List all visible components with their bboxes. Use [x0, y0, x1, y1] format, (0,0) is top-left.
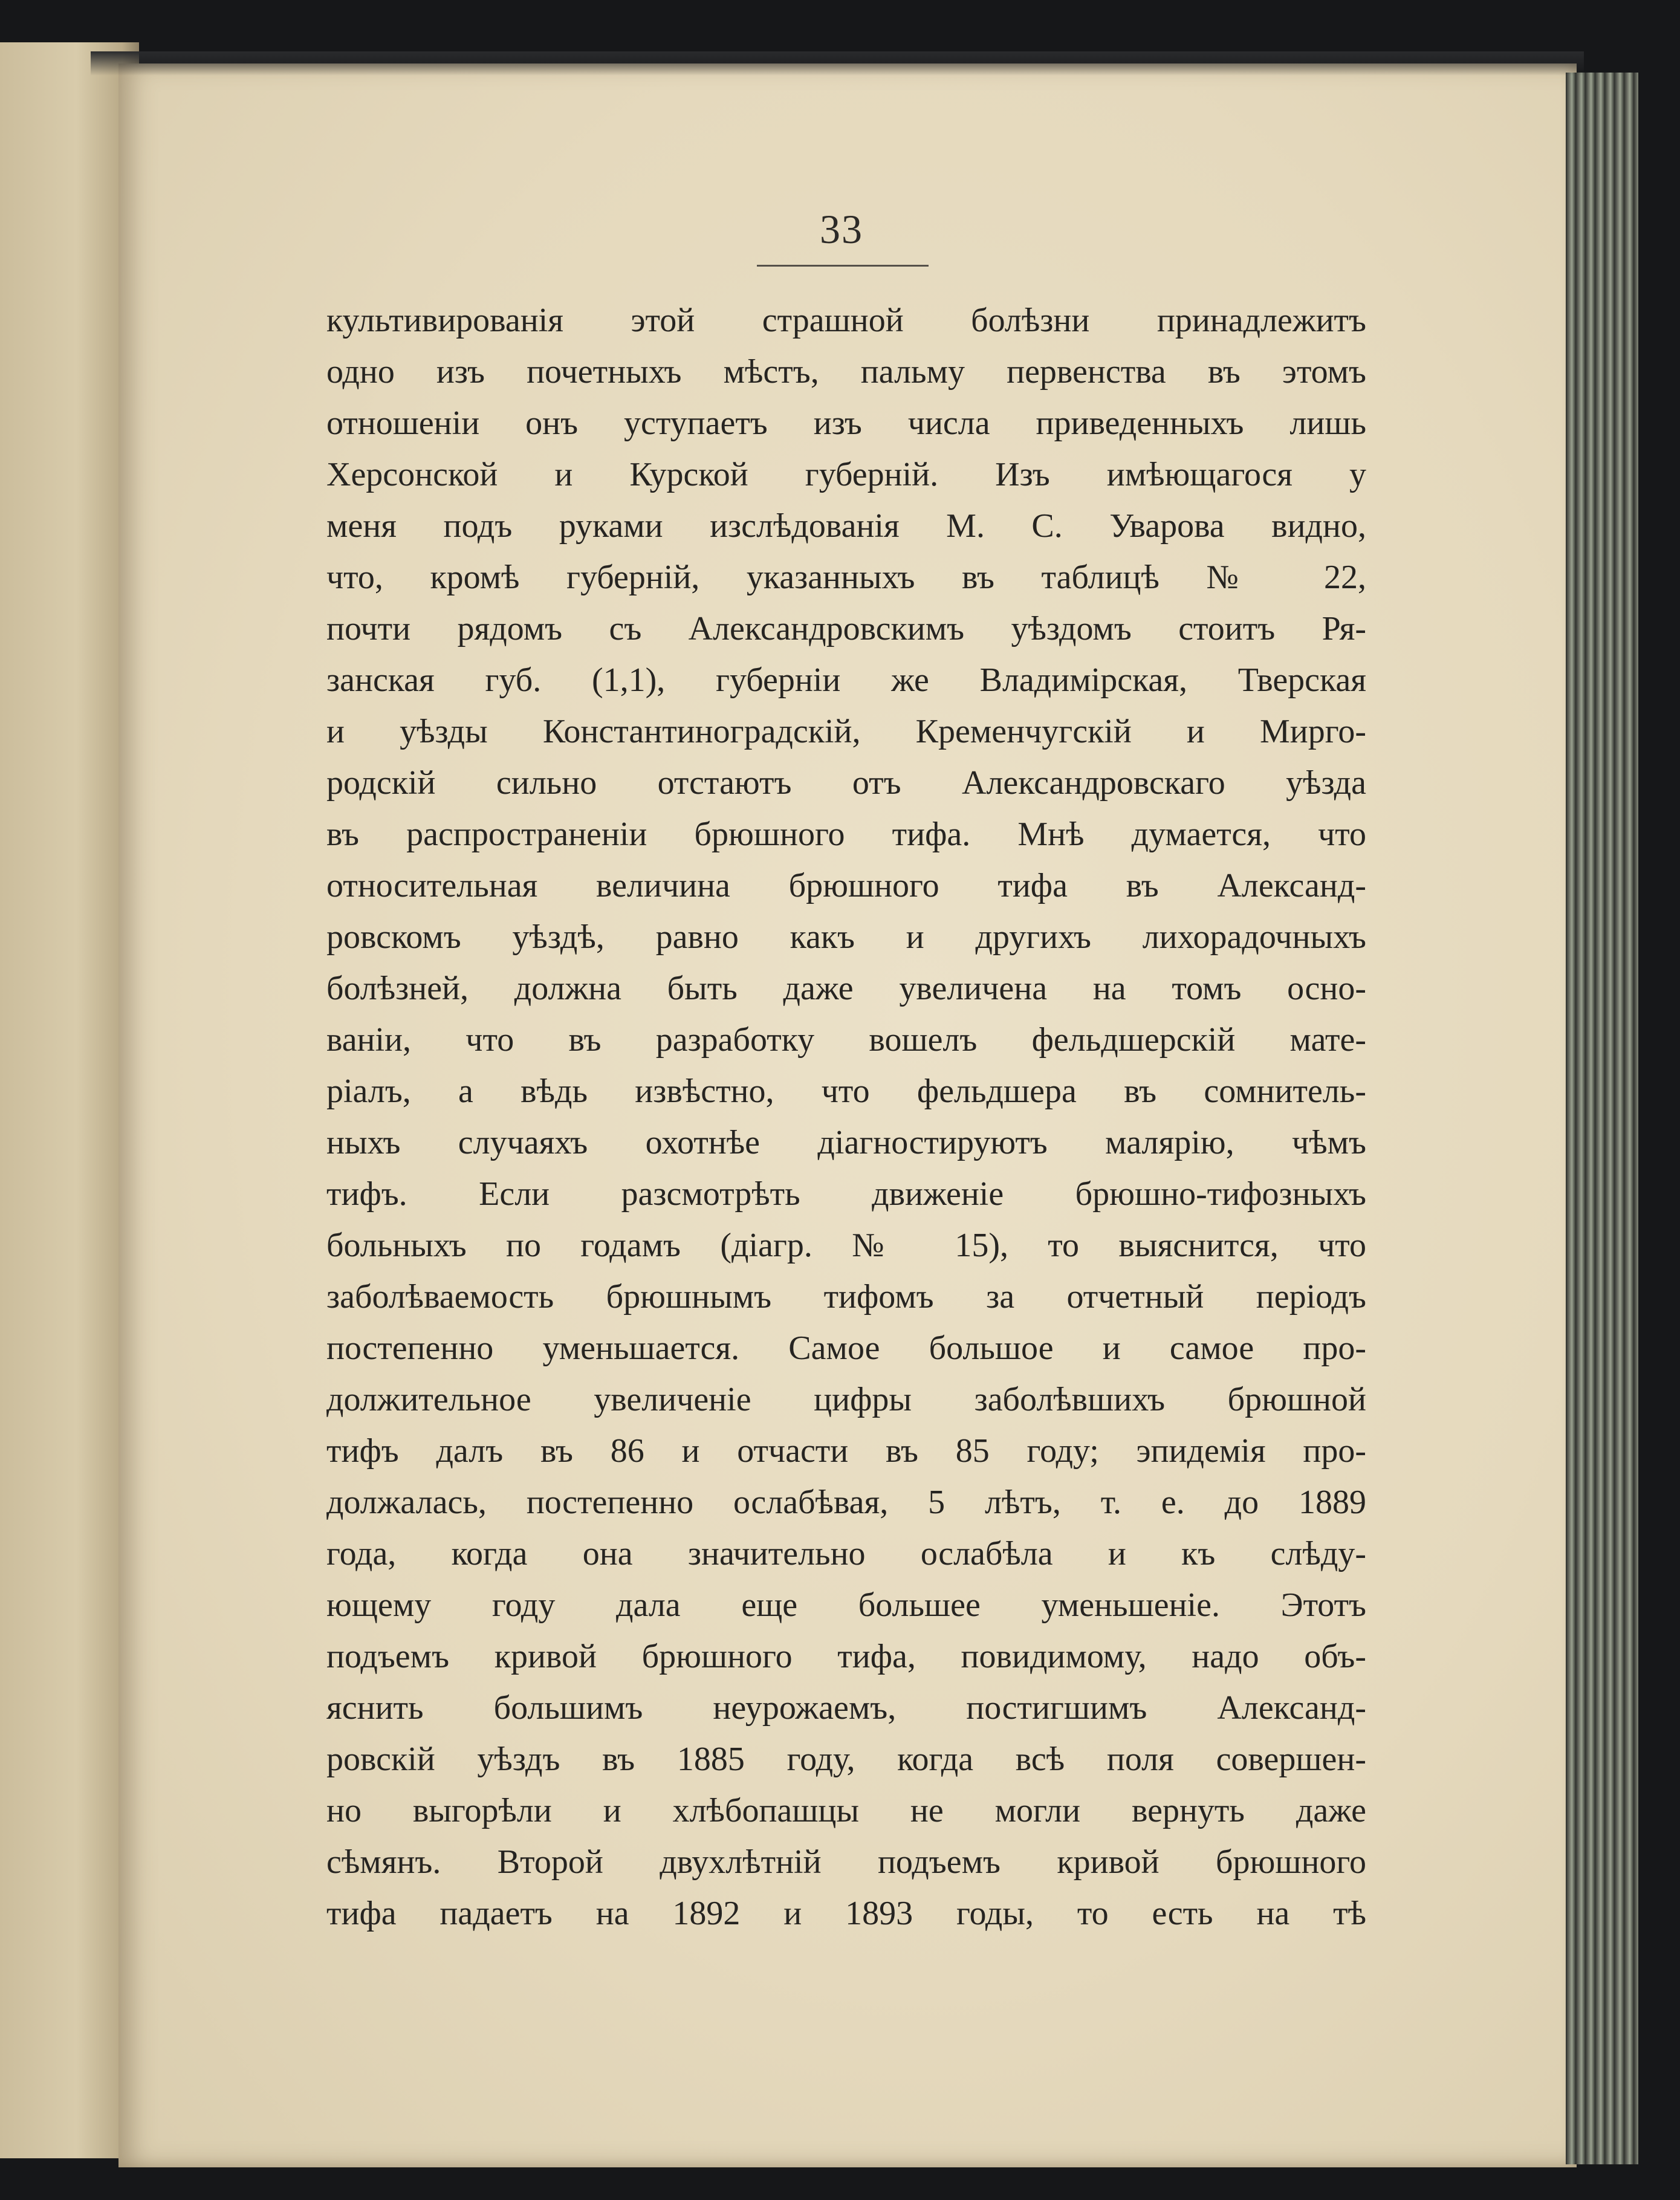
text-line: культивированія этой страшной болѣзни принадлежитъ: [326, 302, 1366, 339]
text-line: меня подъ руками изслѣдованія М. С. Уварова видно,: [326, 507, 1366, 545]
text-line: но выгорѣли и хлѣбопашцы не могли вернуть даже: [326, 1792, 1366, 1829]
page-block-edge: [1566, 73, 1638, 2164]
text-line: относительная величина брюшного тифа въ Александ-: [326, 867, 1366, 904]
text-line: занская губ. (1,1), губерніи же Владимірская, Тверская: [326, 661, 1366, 699]
binding-shadow: [91, 51, 1584, 76]
text-line: ющему году дала еще большее уменьшеніе. Этотъ: [326, 1586, 1366, 1624]
text-line: одно изъ почетныхъ мѣстъ, пальму первенства въ этомъ: [326, 353, 1366, 391]
text-line: постепенно уменьшается. Самое большое и самое про-: [326, 1329, 1366, 1367]
text-line: подъемъ кривой брюшного тифа, повидимому, надо объ-: [326, 1638, 1366, 1675]
text-line: сѣмянъ. Второй двухлѣтній подъемъ кривой брюшного: [326, 1843, 1366, 1881]
text-line: въ распространеніи брюшного тифа. Мнѣ думается, что: [326, 816, 1366, 853]
text-line: года, когда она значительно ослабѣла и къ слѣду-: [326, 1535, 1366, 1572]
text-line: ныхъ случаяхъ охотнѣе діагностируютъ малярію, чѣмъ: [326, 1124, 1366, 1161]
text-line: и уѣзды Константиноградскій, Кременчугскій и Мирго-: [326, 713, 1366, 750]
text-line: яснить большимъ неурожаемъ, постигшимъ Александ-: [326, 1689, 1366, 1727]
text-line: заболѣваемость брюшнымъ тифомъ за отчетный періодъ: [326, 1278, 1366, 1316]
text-line: должалась, постепенно ослабѣвая, 5 лѣтъ, т. е. до 1889: [326, 1484, 1366, 1521]
text-line: больныхъ по годамъ (діагр. № 15), то выяснится, что: [326, 1227, 1366, 1264]
page-number: 33: [820, 206, 863, 252]
text-line: тифъ. Если разсмотрѣть движеніе брюшно-тифозныхъ: [326, 1175, 1366, 1213]
text-line: почти рядомъ съ Александровскимъ уѣздомъ стоитъ Ря-: [326, 610, 1366, 647]
body-text: [326, 295, 1366, 1939]
text-line: тифъ далъ въ 86 и отчасти въ 85 году; эпидемія про-: [326, 1432, 1366, 1470]
text-line: ріалъ, а вѣдь извѣстно, что фельдшера въ сомнитель-: [326, 1072, 1366, 1110]
text-line: болѣзней, должна быть даже увеличена на томъ осно-: [326, 970, 1366, 1007]
text-line: отношеніи онъ уступаетъ изъ числа приведенныхъ лишь: [326, 404, 1366, 442]
text-line: Херсонской и Курской губерній. Изъ имѣющагося у: [326, 456, 1366, 493]
text-line: тифа падаетъ на 1892 и 1893 годы, то есть на тѣ: [326, 1895, 1366, 1932]
page-number-rule: [757, 265, 929, 267]
text-line: родскій сильно отстаютъ отъ Александровскаго уѣзда: [326, 764, 1366, 802]
text-line: что, кромѣ губерній, указанныхъ въ таблицѣ № 22,: [326, 559, 1366, 596]
text-line: должительное увеличеніе цифры заболѣвшихъ брюшной: [326, 1381, 1366, 1418]
text-line: ваніи, что въ разработку вошелъ фельдшерскій мате-: [326, 1021, 1366, 1059]
text-line: ровскомъ уѣздѣ, равно какъ и другихъ лихорадочныхъ: [326, 918, 1366, 956]
text-line: ровскій уѣздъ въ 1885 году, когда всѣ поля совершен-: [326, 1741, 1366, 1778]
